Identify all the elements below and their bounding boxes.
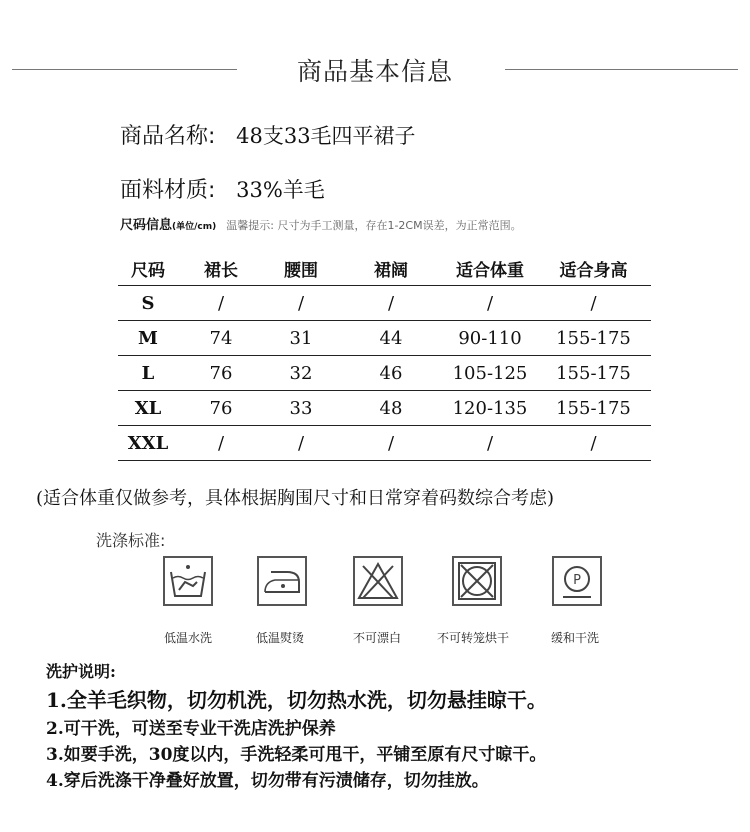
- table-cell: 32: [264, 356, 338, 391]
- header-fit-weight: 适合体重: [444, 252, 536, 286]
- table-row: [118, 286, 651, 321]
- product-name-label: 商品名称:: [120, 124, 216, 149]
- size-cell: XL: [118, 391, 178, 426]
- no-bleach-label: 不可漂白: [352, 631, 401, 645]
- size-table: [118, 252, 651, 461]
- table-cell: /: [536, 286, 651, 321]
- table-cell: 46: [338, 356, 444, 391]
- header-size: 尺码: [118, 252, 178, 286]
- fabric-row: [120, 173, 325, 204]
- header-hem: 裙阔: [338, 252, 444, 286]
- table-cell: 76: [178, 356, 264, 391]
- low-temp-iron-icon: [257, 556, 307, 606]
- no-bleach-icon: [353, 556, 403, 606]
- size-info-tip: 温馨提示: 尺寸为手工测量，存在1-2CM误差，为正常范围。: [226, 219, 522, 232]
- size-info-unit: (单位/cm): [172, 222, 217, 232]
- header-fit-height: 适合身高: [536, 252, 651, 286]
- size-cell: S: [118, 286, 178, 321]
- care-title: 洗护说明:: [46, 662, 116, 681]
- table-cell: /: [536, 426, 651, 461]
- table-cell: 33: [264, 391, 338, 426]
- size-table-header: [118, 252, 651, 286]
- size-cell: XXL: [118, 426, 178, 461]
- table-cell: 48: [338, 391, 444, 426]
- table-cell: /: [178, 286, 264, 321]
- table-cell: 120-135: [444, 391, 536, 426]
- table-row: [118, 321, 651, 356]
- table-cell: /: [444, 286, 536, 321]
- table-cell: 44: [338, 321, 444, 356]
- fabric-label: 面料材质:: [120, 178, 216, 203]
- gentle-dry-clean-icon: [552, 556, 602, 606]
- table-cell: 31: [264, 321, 338, 356]
- table-cell: /: [178, 426, 264, 461]
- table-cell: 105-125: [444, 356, 536, 391]
- low-temp-hand-wash-label: 低温水洗: [163, 631, 212, 645]
- table-cell: 155-175: [536, 321, 651, 356]
- size-info-note: [120, 214, 522, 233]
- header-skirt-length: 裙长: [178, 252, 264, 286]
- care-line-1: 1.全羊毛织物，切勿机洗，切勿热水洗，切勿悬挂晾干。: [46, 688, 547, 712]
- care-line-2: 2.可干洗，可送至专业干洗店洗护保养: [46, 719, 336, 739]
- table-cell: /: [338, 286, 444, 321]
- product-name-value: 48支33毛四平裙子: [236, 124, 416, 148]
- no-tumble-dry-icon: [452, 556, 502, 606]
- table-cell: 74: [178, 321, 264, 356]
- table-cell: 155-175: [536, 391, 651, 426]
- svg-text:P: P: [573, 573, 581, 588]
- product-name-row: [120, 119, 416, 150]
- size-cell: L: [118, 356, 178, 391]
- table-cell: /: [444, 426, 536, 461]
- size-info-heading: 尺码信息: [120, 218, 173, 233]
- table-cell: /: [264, 426, 338, 461]
- size-cell: M: [118, 321, 178, 356]
- care-line-3: 3.如要手洗，30度以内，手洗轻柔可甩干，平铺至原有尺寸晾干。: [46, 745, 547, 765]
- low-temp-iron-label: 低温熨烫: [255, 631, 304, 645]
- table-cell: /: [338, 426, 444, 461]
- table-row: [118, 426, 651, 461]
- fabric-value: 33%羊毛: [236, 178, 325, 202]
- table-cell: 76: [178, 391, 264, 426]
- gentle-dry-clean-label: 缓和干洗: [550, 631, 599, 645]
- table-cell: 90-110: [444, 321, 536, 356]
- weight-reference-note: (适合体重仅做参考，具体根据胸围尺寸和日常穿着码数综合考虑): [36, 488, 555, 509]
- header-waist: 腰围: [264, 252, 338, 286]
- table-cell: /: [264, 286, 338, 321]
- table-row: [118, 391, 651, 426]
- care-line-4: 4.穿后洗涤干净叠好放置，切勿带有污渍储存，切勿挂放。: [46, 771, 489, 791]
- low-temp-hand-wash-icon: [163, 556, 213, 606]
- table-row: [118, 356, 651, 391]
- washing-title: 洗涤标准:: [96, 531, 166, 550]
- page-title: 商品基本信息: [296, 57, 453, 86]
- table-cell: 155-175: [536, 356, 651, 391]
- no-tumble-dry-label: 不可转笼烘干: [436, 631, 509, 645]
